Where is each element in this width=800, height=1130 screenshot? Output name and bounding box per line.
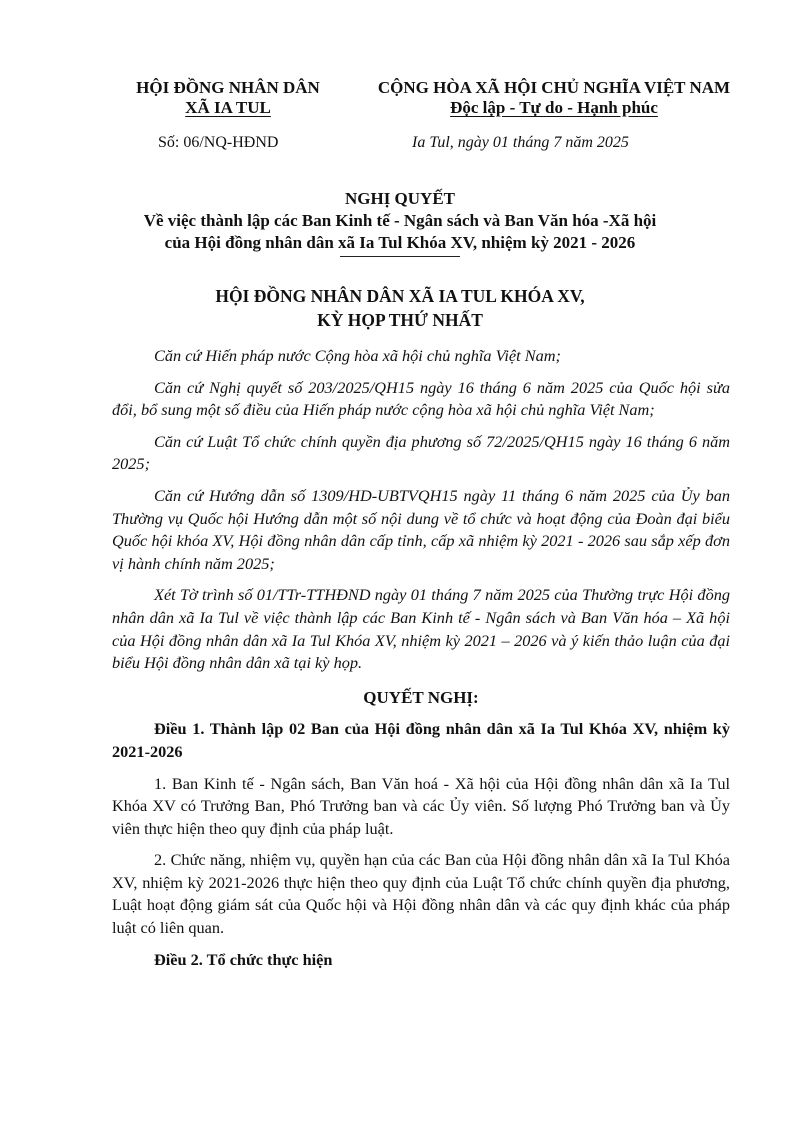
article-1-paragraph: 1. Ban Kinh tế - Ngân sách, Ban Văn hoá - Xã hội của Hội đồng nhân dân xã Ia Tul Khóa XV có Trưởng Ban, Phó Trưởng ban và các Ủy viên. Số lượng Phó Trưởng ban và Ủy viên thực hiện theo quy định của pháp luật. <box>112 773 730 838</box>
national-motto-block <box>356 78 752 118</box>
issuer-name: HỘI ĐỒNG NHÂN DÂN <box>136 78 320 97</box>
council-block <box>60 284 740 332</box>
council-name: HỘI ĐỒNG NHÂN DÂN XÃ IA TUL KHÓA XV, <box>215 286 585 306</box>
article-1-paragraph: 2. Chức năng, nhiệm vụ, quyền hạn của các Ban của Hội đồng nhân dân xã Ia Tul Khóa XV, nhiệm kỳ 2021-2026 thực hiện theo quy định của Luật Tổ chức chính quyền địa phương, Luật hoạt động giám sát của Quốc hội và Hội đồng nhân dân và các quy định khác của pháp luật có liên quan. <box>112 850 730 938</box>
resolution-title-block <box>60 188 740 257</box>
preamble-item: Xét Tờ trình số 01/TTr-TTHĐND ngày 01 tháng 7 năm 2025 của Thường trực Hội đồng nhân dân xã Ia Tul về việc thành lập các Ban Kinh tế - Ngân sách và Ban Văn hóa – Xã hội của Hội đồng nhân dân xã Ia Tul Khóa XV, nhiệm kỳ 2021 – 2026 và ý kiến thảo luận của đại biểu Hội đồng nhân dân xã tại kỳ họp. <box>112 585 730 673</box>
title-divider <box>340 256 460 257</box>
preamble-item: Căn cứ Luật Tổ chức chính quyền địa phương số 72/2025/QH15 ngày 16 tháng 6 năm 2025; <box>112 431 730 474</box>
session-name: KỲ HỌP THỨ NHẤT <box>317 310 483 330</box>
national-name: CỘNG HÒA XÃ HỘI CHỦ NGHĨA VIỆT NAM <box>377 78 731 97</box>
issuer-commune: XÃ IA TUL <box>185 98 271 117</box>
preamble-item: Căn cứ Hiến pháp nước Cộng hòa xã hội chủ nghĩa Việt Nam; <box>154 346 561 365</box>
issuer-block <box>108 78 348 118</box>
document-date: Ia Tul, ngày 01 tháng 7 năm 2025 <box>412 134 629 151</box>
resolution-subject-line1: Về việc thành lập các Ban Kinh tế - Ngân sách và Ban Văn hóa -Xã hội <box>143 211 657 230</box>
article-1-title: Điều 1. Thành lập 02 Ban của Hội đồng nhân dân xã Ia Tul Khóa XV, nhiệm kỳ 2021-2026 <box>112 719 730 761</box>
article-2-title: Điều 2. Tổ chức thực hiện <box>154 949 333 969</box>
preamble-item: Căn cứ Nghị quyết số 203/2025/QH15 ngày 16 tháng 6 năm 2025 của Quốc hội sửa đổi, bổ sung một số điều của Hiến pháp nước cộng hòa xã hội chủ nghĩa Việt Nam; <box>112 377 730 420</box>
document-number: Số: 06/NQ-HĐND <box>158 134 279 151</box>
document-body <box>112 345 730 980</box>
national-motto: Độc lập - Tự do - Hạnh phúc <box>450 98 658 117</box>
resolution-heading: NGHỊ QUYẾT <box>344 189 456 208</box>
decision-heading: QUYẾT NGHỊ: <box>363 687 479 707</box>
preamble-item: Căn cứ Hướng dẫn số 1309/HD-UBTVQH15 ngày 11 tháng 6 năm 2025 của Ủy ban Thường vụ Quốc hội Hướng dẫn một số nội dung về tổ chức và hoạt động của Đoàn đại biểu Quốc hội khóa XV, Hội đồng nhân dân cấp tỉnh, cấp xã nhiệm kỳ 2021 - 2026 sau sắp xếp đơn vị hành chính năm 2025; <box>112 485 730 573</box>
resolution-subject-line2: của Hội đồng nhân dân xã Ia Tul Khóa XV, nhiệm kỳ 2021 - 2026 <box>164 233 636 252</box>
